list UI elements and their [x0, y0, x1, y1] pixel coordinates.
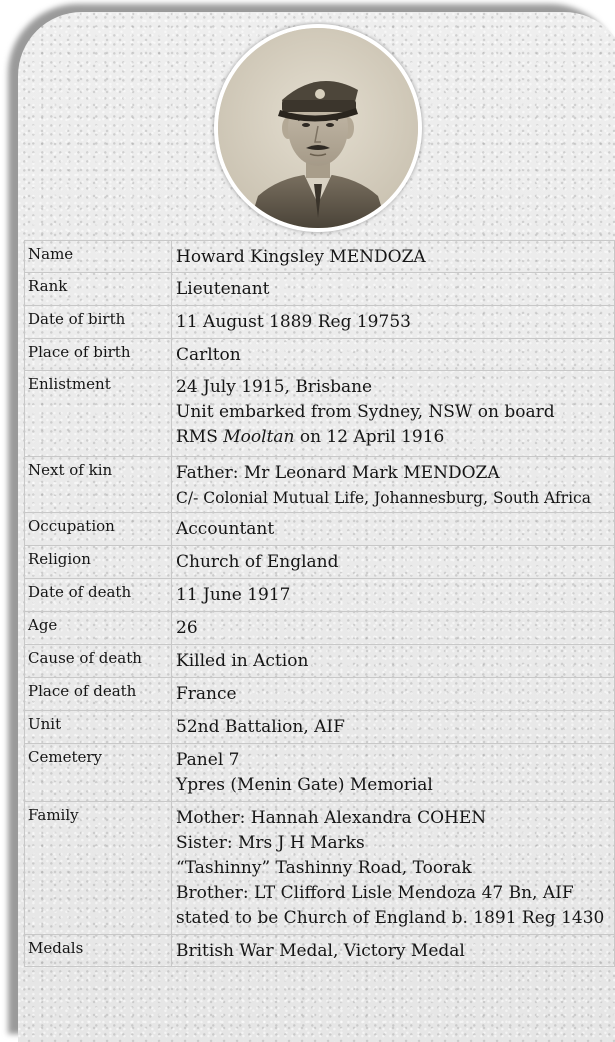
- portrait-frame: [214, 24, 422, 232]
- name-label: Name: [25, 241, 172, 273]
- name-value: Howard Kingsley MENDOZA: [172, 241, 615, 273]
- portrait-photo: [218, 28, 418, 228]
- religion-label: Religion: [25, 546, 172, 579]
- date-of-birth-value: 11 August 1889 Reg 19753: [172, 306, 615, 339]
- record-row-medals: [25, 935, 615, 967]
- rank-value: Lieutenant: [172, 273, 615, 306]
- occupation-label: Occupation: [25, 513, 172, 546]
- cause-of-death-label: Cause of death: [25, 645, 172, 678]
- medals-label: Medals: [25, 935, 172, 967]
- record-row-cemetery: [25, 744, 615, 802]
- enlistment-line-1: 24 July 1915, Brisbane: [176, 377, 373, 397]
- family-line-1: Mother: Hannah Alexandra COHEN: [176, 808, 487, 828]
- record-row-next-of-kin: [25, 457, 615, 513]
- occupation-value: Accountant: [172, 513, 615, 546]
- record-row-name: [25, 241, 615, 273]
- soldier-record-table: [24, 240, 615, 967]
- cemetery-label: Cemetery: [25, 744, 172, 802]
- medals-value: British War Medal, Victory Medal: [172, 935, 615, 967]
- next-of-kin-line-1: Father: Mr Leonard Mark MENDOZA: [176, 463, 500, 483]
- enlistment-ship-prefix: RMS: [176, 427, 224, 447]
- enlistment-label: Enlistment: [25, 371, 172, 457]
- record-row-place-of-death: [25, 678, 615, 711]
- age-label: Age: [25, 612, 172, 645]
- next-of-kin-value: [172, 457, 615, 513]
- unit-value: 52nd Battalion, AIF: [172, 711, 615, 744]
- family-line-3: “Tashinny” Tashinny Road, Toorak: [176, 858, 472, 878]
- next-of-kin-line-2: C/- Colonial Mutual Life, Johannesburg, South Africa: [176, 489, 591, 507]
- family-line-2: Sister: Mrs J H Marks: [176, 833, 365, 853]
- soldier-portrait-image: [218, 28, 418, 228]
- record-row-place-of-birth: [25, 339, 615, 371]
- place-of-birth-value: Carlton: [172, 339, 615, 371]
- record-row-cause-of-death: [25, 645, 615, 678]
- place-of-death-label: Place of death: [25, 678, 172, 711]
- enlistment-ship-name: Mooltan: [223, 427, 295, 447]
- record-row-enlistment: [25, 371, 615, 457]
- record-row-religion: [25, 546, 615, 579]
- enlistment-line-3: [176, 425, 610, 450]
- enlistment-line-2: Unit embarked from Sydney, NSW on board: [176, 402, 555, 422]
- date-of-death-label: Date of death: [25, 579, 172, 612]
- cause-of-death-value: Killed in Action: [172, 645, 615, 678]
- rank-label: Rank: [25, 273, 172, 306]
- record-row-date-of-death: [25, 579, 615, 612]
- date-of-birth-label: Date of birth: [25, 306, 172, 339]
- next-of-kin-label: Next of kin: [25, 457, 172, 513]
- age-value: 26: [172, 612, 615, 645]
- record-row-rank: [25, 273, 615, 306]
- place-of-death-value: France: [172, 678, 615, 711]
- cemetery-value: [172, 744, 615, 802]
- record-row-occupation: [25, 513, 615, 546]
- enlistment-value: [172, 371, 615, 457]
- family-line-4: Brother: LT Clifford Lisle Mendoza 47 Bn, AIF: [176, 883, 574, 903]
- cemetery-line-1: Panel 7: [176, 750, 240, 770]
- date-of-death-value: 11 June 1917: [172, 579, 615, 612]
- place-of-birth-label: Place of birth: [25, 339, 172, 371]
- enlistment-ship-suffix: on 12 April 1916: [294, 427, 445, 447]
- family-line-5: stated to be Church of England b. 1891 Reg 1430: [176, 908, 605, 928]
- cemetery-line-2: Ypres (Menin Gate) Memorial: [176, 775, 433, 795]
- record-row-unit: [25, 711, 615, 744]
- record-row-date-of-birth: [25, 306, 615, 339]
- family-value: [172, 802, 615, 935]
- religion-value: Church of England: [172, 546, 615, 579]
- record-row-family: [25, 802, 615, 935]
- family-label: Family: [25, 802, 172, 935]
- record-row-age: [25, 612, 615, 645]
- unit-label: Unit: [25, 711, 172, 744]
